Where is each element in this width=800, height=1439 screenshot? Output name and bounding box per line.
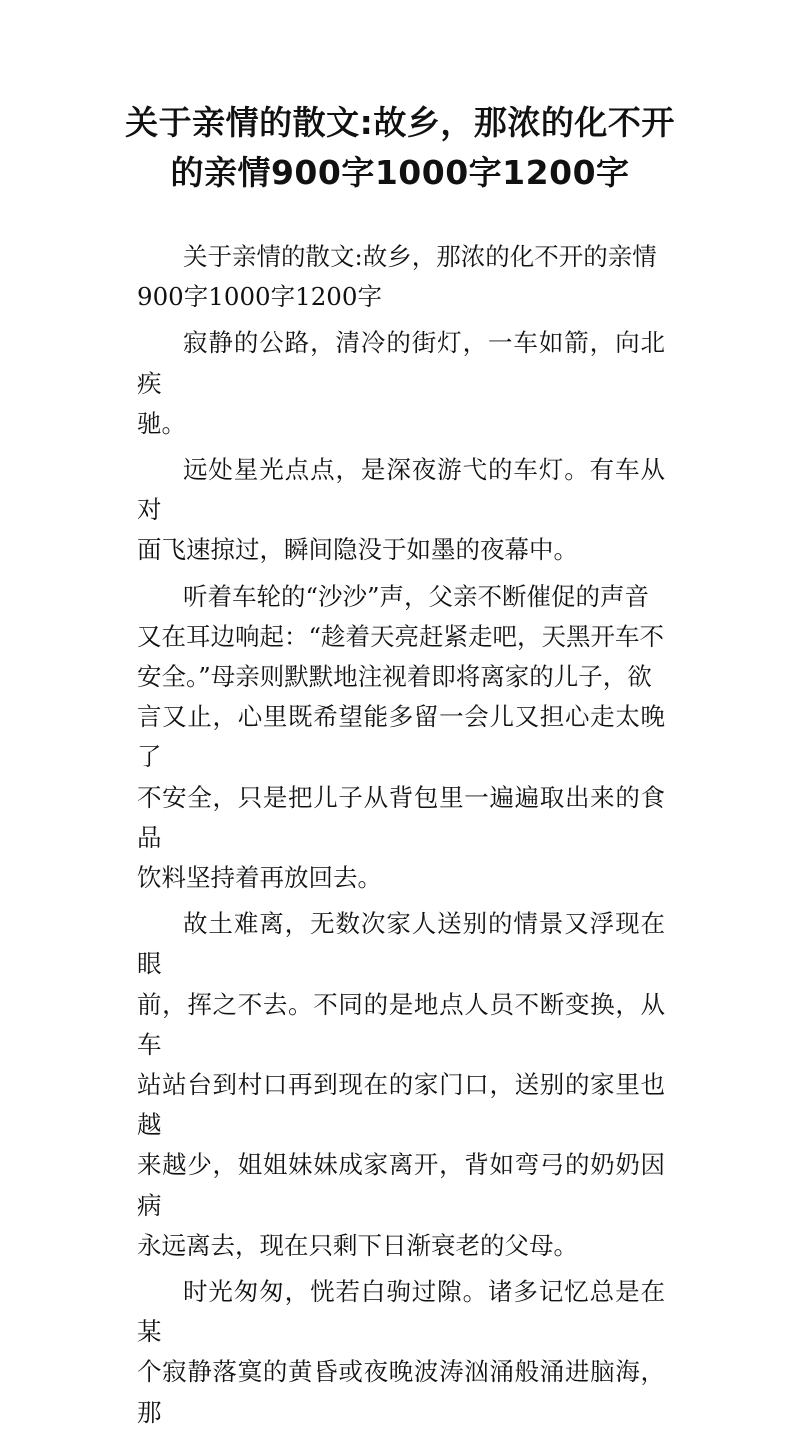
text-line: 关于亲情的散文:故乡，那浓的化不开的亲情 (183, 242, 657, 271)
text-line: 时光匆匆，恍若白驹过隙。诸多记忆总是在某 (137, 1277, 665, 1347)
paragraph (137, 577, 665, 899)
text-line: 饮料坚持着再放回去。 (137, 863, 382, 893)
text-line: 前，挥之不去。不同的是地点人员不断变换，从车 (137, 989, 665, 1059)
text-line: 远处星光点点，是深夜游弋的车灯。有车从对 (137, 455, 665, 525)
text-line: 言又止，心里既希望能多留一会儿又担心走太晚了 (137, 702, 665, 772)
text-line: 驰。 (137, 408, 186, 438)
text-line: 永远离去，现在只剩下日渐衰老的父母。 (137, 1230, 578, 1260)
title-line: 关于亲情的散文:故乡，那浓的化不开 (125, 103, 675, 142)
paragraph (137, 323, 665, 444)
text-line: 听着车轮的“沙沙”声，父亲不断催促的声音 (183, 581, 650, 611)
paragraph (137, 237, 665, 317)
text-line: 900字1000字1200字 (137, 282, 382, 312)
text-line: 不安全，只是把儿子从背包里一遍遍取出来的食品 (137, 782, 665, 852)
text-line: 寂静的公路，清冷的街灯，一车如箭，向北疾 (137, 328, 665, 398)
article-body (137, 237, 665, 1439)
document-title (100, 98, 700, 198)
text-line: 面飞速掠过，瞬间隐没于如墨的夜幕中。 (137, 535, 578, 565)
title-line: 的亲情900字1000字1200字 (170, 153, 630, 192)
paragraph (137, 1272, 665, 1433)
text-line: 安全。”母亲则默默地注视着即将离家的儿子，欲 (137, 662, 652, 692)
text-line: 个寂静落寞的黄昏或夜晚波涛汹涌般涌进脑海，那 (137, 1357, 665, 1427)
text-line: 故土难离，无数次家人送别的情景又浮现在眼 (137, 909, 665, 979)
text-line: 又在耳边响起：“趁着天亮赶紧走吧，天黑开车不 (137, 621, 665, 651)
paragraph (137, 450, 665, 571)
text-line: 站站台到村口再到现在的家门口，送别的家里也越 (137, 1070, 665, 1140)
text-line: 来越少，姐姐妹妹成家离开，背如弯弓的奶奶因病 (137, 1150, 665, 1220)
paragraph (137, 904, 665, 1266)
